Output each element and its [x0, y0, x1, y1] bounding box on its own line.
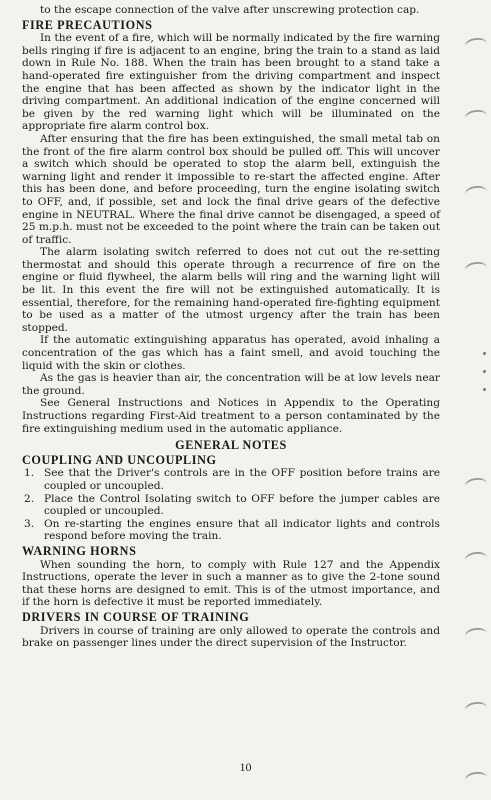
coupling-heading: COUPLING AND UNCOUPLING	[22, 452, 217, 467]
document-page	[22, 4, 440, 650]
punch-mark	[483, 352, 486, 355]
fire-paragraph-4: If the automatic extinguishing apparatus has operated, avoid inhaling a concentration of the gas which has a faint smell, and avoid touching the liquid with the skin or clothes.	[22, 334, 440, 372]
list-item-text: Place the Control Isolating switch to OFF before the jumper cables are coupled or uncoupled.	[44, 492, 440, 518]
fire-precautions-heading: FIRE PRECAUTIONS	[22, 17, 153, 32]
binder-ring-mark	[464, 551, 488, 568]
continued-text: to the escape connection of the valve after unscrewing protection cap.	[40, 4, 420, 16]
binder-ring-mark	[464, 261, 488, 278]
binder-ring-mark	[464, 627, 488, 644]
list-item-number: 3.	[24, 517, 35, 530]
general-notes-heading: GENERAL NOTES	[175, 438, 287, 453]
fire-paragraph-6: See General Instructions and Notices in Appendix to the Operating Instructions regarding First-Aid treatment to a person contaminated by the fire extinguishing medium used in the automatic appliance.	[22, 397, 440, 435]
page-number: 10	[239, 760, 252, 774]
list-item-text: See that the Driver's controls are in the OFF position before trains are coupled or uncoupled.	[44, 467, 440, 492]
warning-horns-heading: WARNING HORNS	[22, 543, 137, 558]
list-item	[22, 518, 440, 543]
training-heading: DRIVERS IN COURSE OF TRAINING	[22, 609, 250, 624]
binder-ring-mark	[464, 109, 488, 126]
fire-paragraph-1: In the event of a fire, which will be normally indicated by the fire warning bells ringing if fire is adjacent to an engine, bring the train to a stand as laid down in Rule No. 188. When the train has been brought to a stand take a hand-operated fire extinguisher from the driving compartment and inspect the engine that has been affected as shown by the indicator light in the driving compartment. An additional indication of the engine concerned will be given by the red warning light which will be illuminated on the appropriate fire alarm control box.	[22, 32, 440, 133]
training-paragraph: Drivers in course of training are only allowed to operate the controls and brake on passenger lines under the direct supervision of the Instructor.	[22, 624, 440, 650]
horns-paragraph: When sounding the horn, to comply with Rule 127 and the Appendix Instructions, operate the lever in such a manner as to give the 2-tone sound that these horns are designed to emit. This is of the utmost importance, and if the horn is defective it must be reported immediately.	[22, 558, 440, 609]
fire-paragraph-2: After ensuring that the fire has been extinguished, the small metal tab on the front of the fire alarm control box should be pulled off. This will uncover a switch which should be operated to stop the alarm bell, extinguish the warning light and render it impossible to re-start the affected engine. After this has been done, and before proceeding, turn the engine isolating switch to OFF, and, if possible, set and lock the final drive gears of the defective engine in NEUTRAL. Where the final drive cannot be disengaged, a speed of 25 m.p.h. must not be exceeded to the point where the train can be taken out of traffic.	[22, 132, 440, 246]
fire-paragraph-5: As the gas is heavier than air, the concentration will be at low levels near the ground.	[22, 372, 440, 397]
binder-ring-mark	[464, 185, 488, 202]
punch-mark	[483, 388, 486, 391]
list-item-number: 2.	[24, 492, 35, 505]
coupling-list	[22, 467, 440, 543]
list-item-text: On re-starting the engines ensure that all indicator lights and controls respond before moving the train.	[44, 517, 440, 543]
list-item	[22, 467, 440, 492]
binder-ring-mark	[464, 701, 488, 718]
list-item	[22, 493, 440, 518]
fire-paragraph-3: The alarm isolating switch referred to does not cut out the re-setting thermostat and should this operate through a recurrence of fire on the engine or fluid flywheel, the alarm bells will ring and the warning light will be lit. In this event the fire will not be extinguished automatically. It is essential, therefore, for the remaining hand-operated fire-fighting equipment to be used as a matter of the utmost urgency after the train has been stopped.	[22, 246, 440, 334]
punch-mark	[483, 370, 486, 373]
binder-ring-mark	[464, 477, 488, 494]
list-item-number: 1.	[24, 467, 35, 480]
binder-ring-mark	[464, 37, 488, 54]
